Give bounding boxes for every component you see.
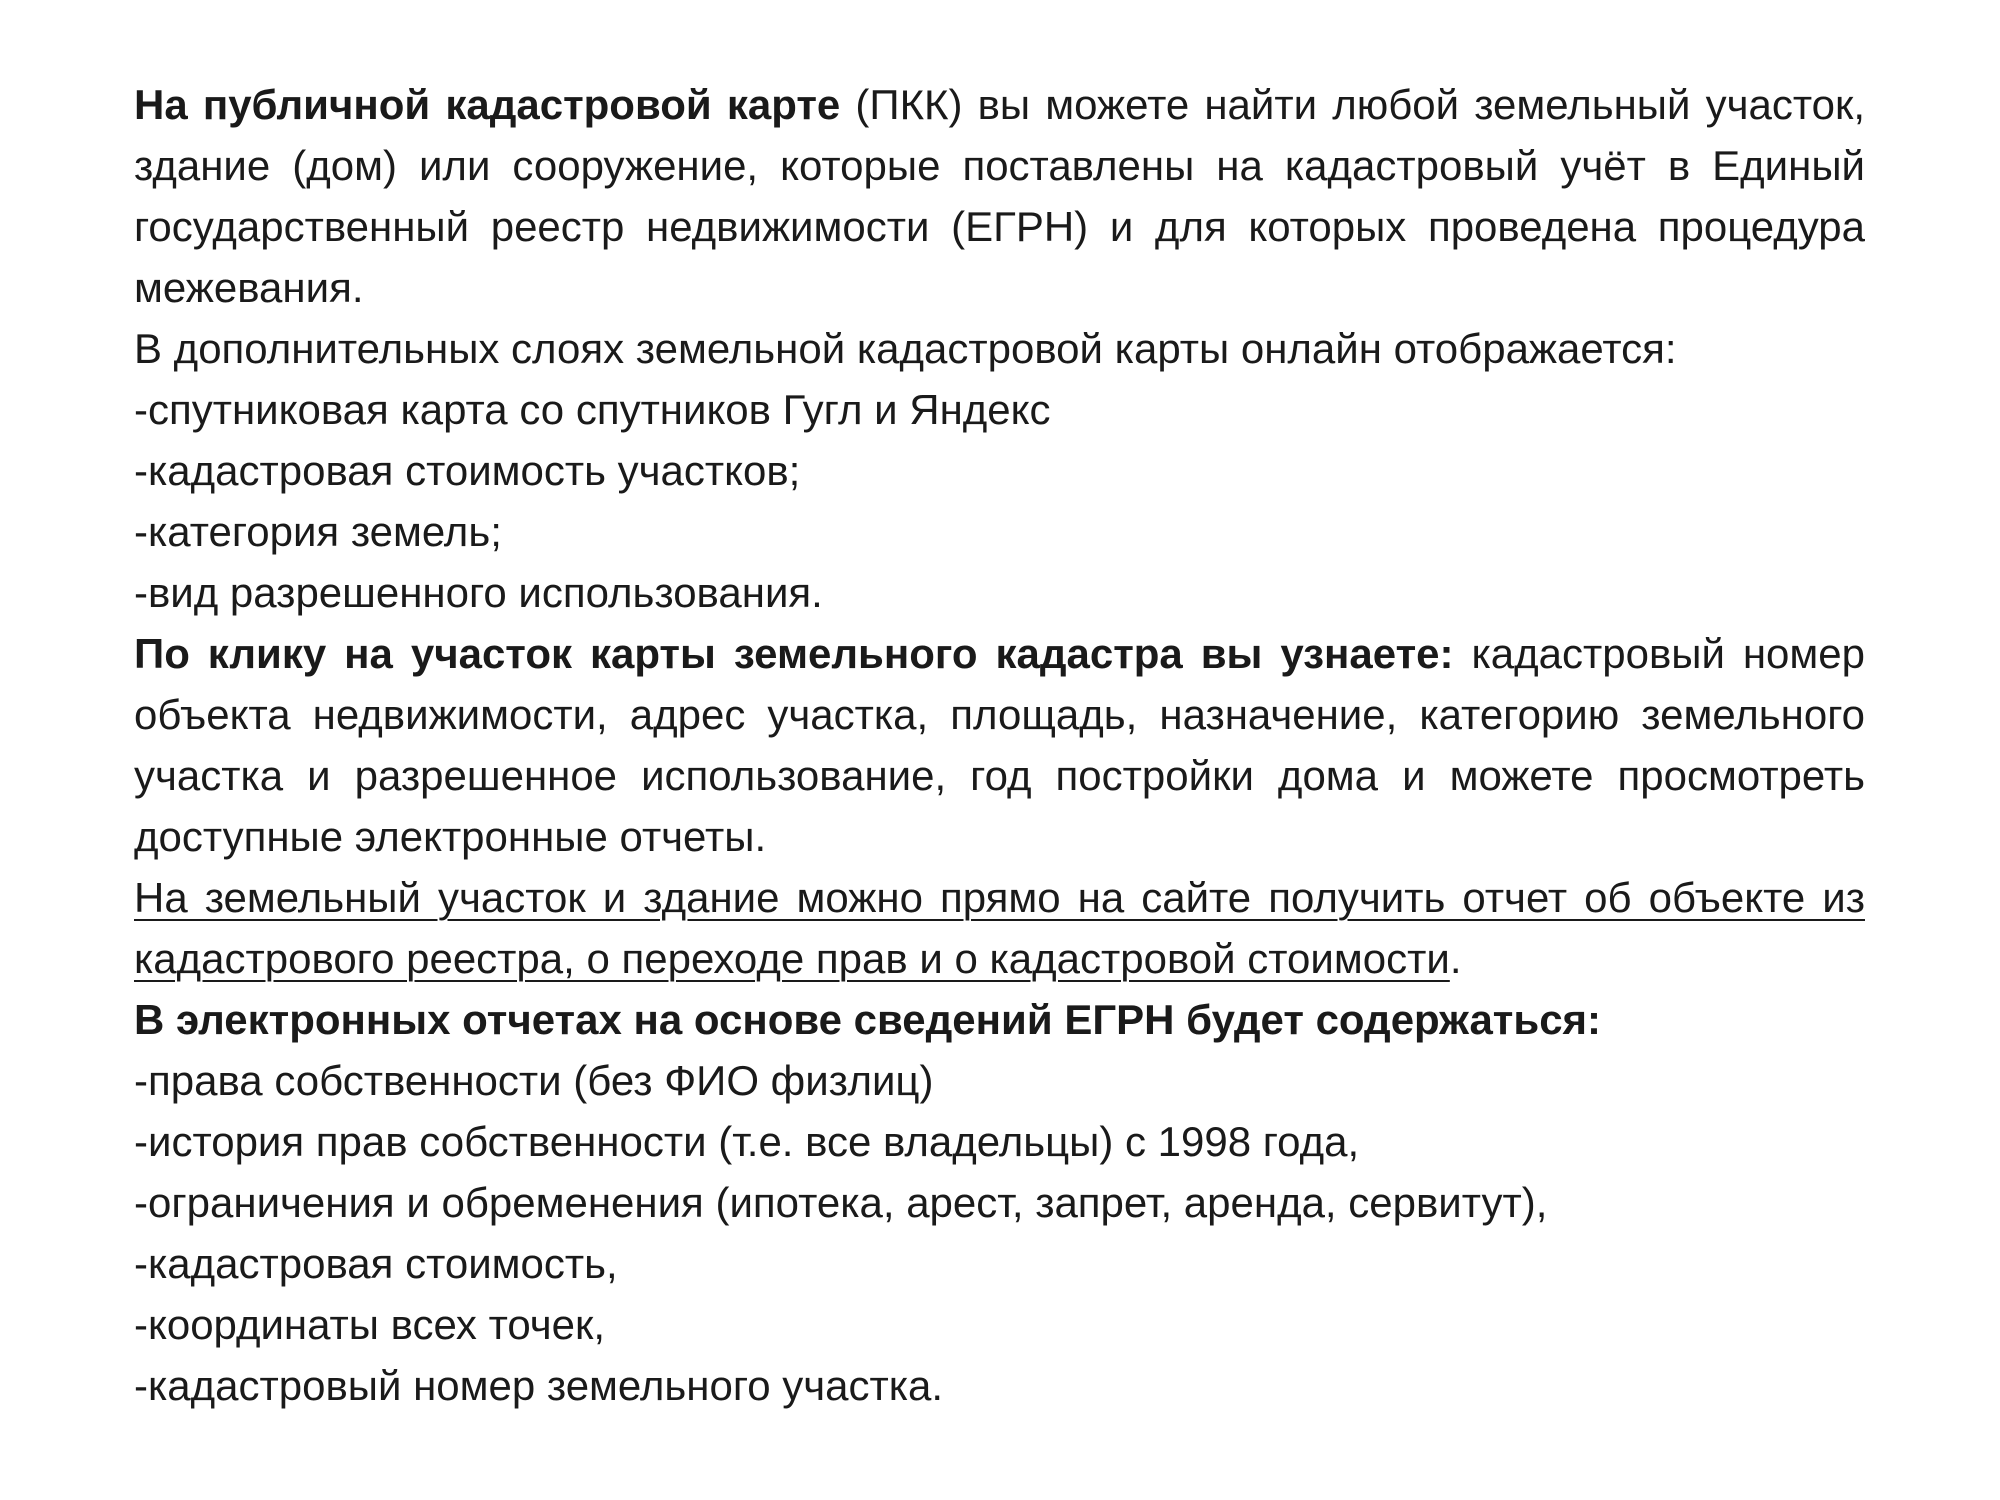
slide-text-body: [134, 74, 1865, 1416]
click-info-paragraph: [134, 623, 1865, 867]
reports-list-item: -кадастровая стоимость,: [134, 1240, 618, 1287]
layers-list-item: -спутниковая карта со спутников Гугл и Яндекс: [134, 386, 1051, 433]
click-info-text: кадастровый номер объекта недвижимости, адрес участка, площадь, назначение, категорию земельного участка и разрешенное использование, год постройки дома и можете просмотреть доступные электронные отчеты.: [134, 630, 1866, 860]
reports-list-item: -права собственности (без ФИО физлиц): [134, 1057, 934, 1104]
report-availability-tail: .: [1449, 935, 1462, 982]
reports-list-item: -ограничения и обременения (ипотека, арест, запрет, аренда, сервитут),: [134, 1179, 1548, 1226]
layers-intro: В дополнительных слоях земельной кадастровой карты онлайн отображается:: [134, 325, 1677, 372]
reports-heading: В электронных отчетах на основе сведений ЕГРН будет содержаться:: [134, 996, 1602, 1043]
intro-paragraph-text: (ПКК) вы можете найти любой земельный участок, здание (дом) или сооружение, которые поставлены на кадастровый учёт в Единый государственный реестр недвижимости (ЕГРН) и для которых проведена процедура межевания.: [134, 81, 1865, 311]
reports-list-item: -координаты всех точек,: [134, 1301, 606, 1348]
report-availability-underlined: На земельный участок и здание можно прямо на сайте получить отчет об объекте из кадастрового реестра, о переходе прав и о кадастровой стоимости: [134, 874, 1865, 982]
reports-list-item: -история прав собственности (т.е. все владельцы) с 1998 года,: [134, 1118, 1360, 1165]
intro-paragraph: [134, 74, 1865, 318]
layers-list-item: -категория земель;: [134, 508, 502, 555]
report-availability-paragraph: [134, 867, 1865, 989]
layers-list-item: -кадастровая стоимость участков;: [134, 447, 801, 494]
reports-list-item: -кадастровый номер земельного участка.: [134, 1362, 944, 1409]
layers-list-item: -вид разрешенного использования.: [134, 569, 823, 616]
intro-bold-lead: На публичной кадастровой карте: [134, 81, 841, 128]
click-info-bold-lead: По клику на участок карты земельного кадастра вы узнаете:: [134, 630, 1454, 677]
